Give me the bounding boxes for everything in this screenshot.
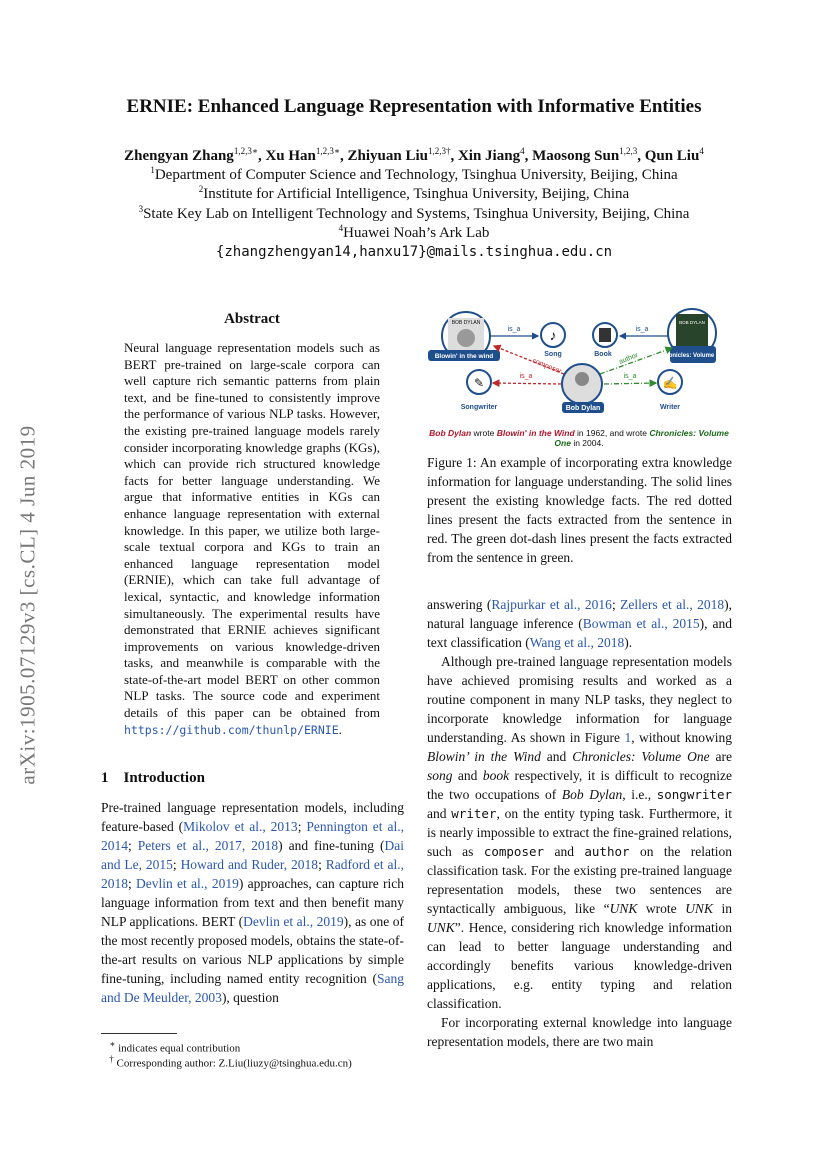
citation-link[interactable]: Howard and Ruder, 2018 [180,857,319,872]
node-label-writer: Writer [659,404,681,411]
citation-link[interactable]: Devlin et al., 2019 [136,876,239,891]
footnote: † Corresponding author: Z.Liu(liuzy@tsinghua.edu.cn) [109,1054,352,1070]
affiliation: $^1$Department of Computer Science and Technology, Tsinghua University, Beijing, China [150,165,678,183]
author: Xu Han [265,148,316,164]
songwriter-icon: ✎ [473,376,485,390]
paper-title: ERNIE: Enhanced Language Representation with Informative Entities [126,96,702,117]
writer-icon: ✍ [662,376,678,390]
node-label-bob: Bob Dylan [565,405,601,412]
author: Qun Liu [644,148,700,164]
figure-caption: Figure 1: An example of incorporating extra knowledge information for language understanding. The solid lines present the existing knowledge facts. The red dotted lines present the facts extracted from the sentence in red. The green dot-dash lines present the facts extracted from the sentence in green. [427,455,732,565]
author-list: Zhengyan Zhang$^{1,2,3∗}$, Xu Han$^{1,2,3∗}$, Zhiyuan Liu$^{1,2,3\dagger}$, Xin Jiang$^4$, Maosong Sun$^{1,2,3}$, Qun Liu$^4$ [124,146,704,164]
edge-label: is_a [519,373,533,380]
citation-link[interactable]: Bowman et al., 2015 [582,616,700,631]
figure-sentence: Bob Dylan wrote Blowin' in the Wind in 1962, and wrote Chronicles: Volume One in 2004. [429,428,729,448]
paragraph: answering (Rajpurkar et al., 2016; Zellers et al., 2018), natural language inference (Bowman et al., 2015), and text classification (Wang et al., 2018). [427,597,733,650]
album-node [428,312,500,361]
edge-is-a-green [604,383,656,384]
node-label-blowin: Blowin' in the wind [434,353,494,360]
author: Zhiyuan Liu [347,148,428,164]
abstract-body: Neural language representation models such as BERT pre-trained on large-scale corpora can well capture rich semantic patterns from plain text, and be fine-tuned to consistently improve the performance of various NLP tasks. However, the existing pre-trained language models rarely consider incorporating knowledge graphs (KGs), which can provide rich structured knowledge facts for better language understanding. We argue that informative entities in KGs can enhance language representation with external knowledge. In this paper, we utilize both large-scale textual corpora and KGs to train an enhanced language representation model (ERNIE), which can take full advantage of lexical, syntactic, and knowledge information simultaneously. The experimental results have demonstrated that ERNIE achieves significant improvements on various knowledge-driven tasks, and meanwhile is comparable with the state-of-the-art model BERT on other common NLP tasks. The source code and experiment details of this paper can be obtained from https://github.com/thunlp/ERNIE. [124,340,380,737]
citation-link[interactable]: Pennington et al., 2014 [101,819,404,853]
intro-paragraph: Pre-trained language representation models, including feature-based (Mikolov et al., 2013; Pennington et al., 2014; Peters et al., 2017, 2018) and fine-tuning (Dai and Le, 2015; Howard and Ruder, 2018; Radford et al., 2018; Devlin et al., 2019) approaches, can capture rich language information from text and then benefit many NLP applications. BERT (Devlin et al., 2019), as one of the most recently proposed models, obtains the state-of-the-art results on various NLP applications by simple fine-tuning, including named entity recognition (Sang and De Meulder, 2003), question [101,800,404,1005]
author-email: {zhangzhengyan14,hanxu17}@mails.tsinghua.edu.cn [215,244,613,260]
node-label-chronicles: Chronicles: Volume One [658,353,728,359]
edge-label: author [618,351,640,366]
book-icon [599,328,611,342]
section-heading: 1 Introduction [101,770,205,786]
arxiv-id: arXiv:1905.07129v3 [cs.CL] 4 Jun 2019 [15,425,40,785]
songwriter-node [461,370,498,411]
citation-link[interactable]: Mikolov et al., 2013 [183,819,298,834]
book-node [593,323,617,358]
citation-link[interactable]: Peters et al., 2017, 2018 [137,838,279,853]
footnote: ∗ indicates equal contribution [109,1039,241,1055]
footnote-rule [101,1033,177,1034]
citation-link[interactable]: Zellers et al., 2018 [620,597,725,612]
citation-link[interactable]: Wang et al., 2018 [529,635,625,650]
node-label-songwriter: Songwriter [460,404,498,411]
affiliation: $^2$Institute for Artificial Intelligence, Tsinghua University, Beijing, China [198,184,630,202]
right-column-text [427,595,732,1051]
edge-label: is_a [623,373,637,380]
figure-ref-link[interactable]: 1 [624,730,632,745]
affiliation: $^4$Huawei Noah’s Ark Lab [338,223,490,241]
song-node [541,323,565,358]
arxiv-sidebar [10,370,46,840]
author: Zhengyan Zhang [124,148,234,164]
citation-link[interactable]: Devlin et al., 2019 [243,914,344,929]
node-label-book: Book [594,351,612,358]
paragraph: Although pre-trained language representation models have achieved promising results and worked as a routine component in many NLP tasks, they neglect to incorporate knowledge information for language understanding. As shown in Figure 1, without knowing Blowin’ in the Wind and Chronicles: Volume One are song and book respectively, it is difficult to recognize the two occupations of Bob Dylan, i.e., songwriter and writer, on the entity typing task. Furthermore, it is nearly impossible to extract the fine-grained relations, such as composer and author on the relation classification task. For the existing pre-trained language representation models, these two sentences are syntactically ambiguous, like “UNK wrote UNK in UNK”. Hence, considering rich knowledge information can lead to better language understanding and accordingly benefits various knowledge-driven applications, e.g. entity typing and relation classification. [427,654,732,1011]
book-cover-text: BOB DYLAN [679,320,705,325]
album-cover-text: BOB DYLAN [451,320,481,326]
figure-1-diagram [424,306,734,446]
citation-link[interactable]: Radford et al., 2018 [101,857,404,891]
person-icon [575,372,589,386]
edge-is-a-red [493,383,561,384]
author: Maosong Sun [532,148,620,164]
edge-label: is_a [635,326,649,333]
bob-dylan-node [562,364,604,413]
citation-link[interactable]: Rajpurkar et al., 2016 [491,597,612,612]
chronicles-node [658,309,728,363]
node-label-song: Song [544,351,562,358]
edge-label: composer [531,357,563,376]
writer-node [658,370,682,411]
edge-label: is_a [507,326,521,333]
affiliation: $^3$State Key Lab on Intelligent Technology and Systems, Tsinghua University, Beijing, China [138,204,690,222]
music-note-icon: ♪ [549,327,557,343]
author: Xin Jiang [457,148,521,164]
citation-link[interactable]: Sang and De Meulder, 2003 [101,971,404,1005]
citation-link[interactable]: Dai and Le, 2015 [101,838,404,872]
abstract-heading: Abstract [224,311,280,327]
paragraph: For incorporating external knowledge into language representation models, there are two main [427,1015,732,1049]
code-link[interactable]: https://github.com/thunlp/ERNIE [124,722,339,737]
